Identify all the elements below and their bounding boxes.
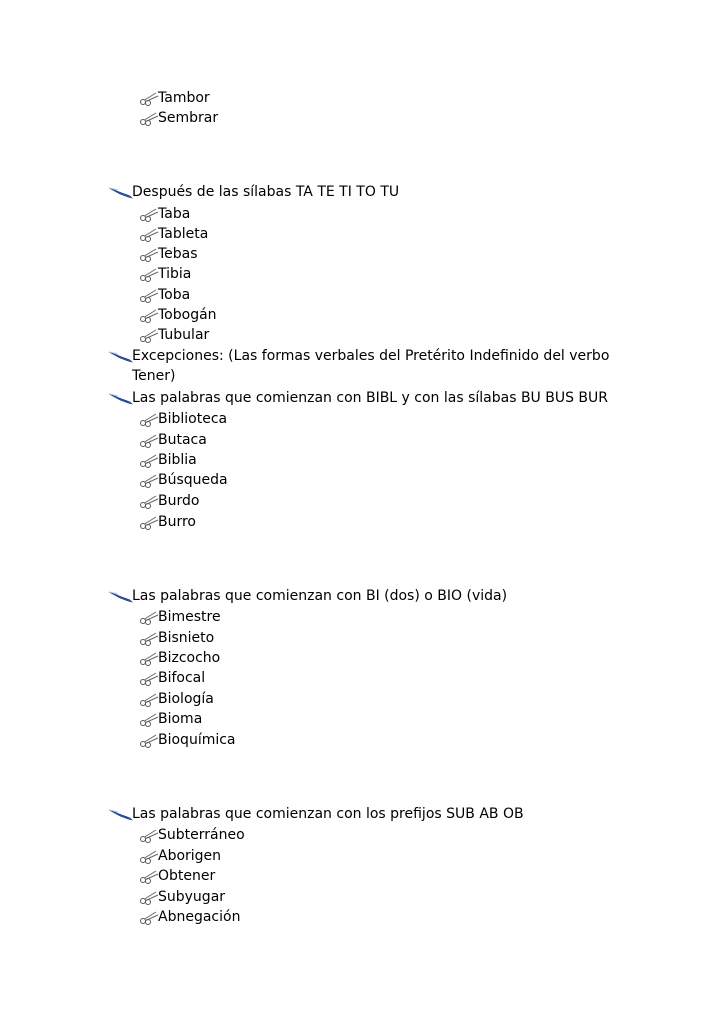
list-item-label: Biología — [158, 691, 214, 707]
list-item-label: Bioma — [158, 711, 203, 727]
section-heading-text: Las palabras que comienzan con BIBL y con las sílabas BU BUS BUR — [132, 390, 609, 406]
list-item-label: Burdo — [158, 493, 200, 509]
scissors-icon — [138, 432, 160, 448]
scissors-icon — [138, 827, 160, 843]
list-item-label: Subyugar — [158, 889, 226, 905]
list-item-label: Obtener — [158, 868, 216, 884]
list-item-label: Sembrar — [158, 110, 219, 126]
scissors-icon — [138, 493, 160, 509]
scissors-icon — [138, 630, 160, 646]
list-item-label: Biblioteca — [158, 411, 228, 427]
section-heading-text: Después de las sílabas TA TE TI TO TU — [132, 184, 400, 200]
list-item-label: Tambor — [158, 90, 210, 106]
list-item-label: Toba — [158, 287, 191, 303]
section-heading-text: Las palabras que comienzan con BI (dos) o BIO (vida) — [132, 588, 508, 604]
list-item-label: Butaca — [158, 432, 207, 448]
scissors-icon — [138, 327, 160, 343]
scissors-icon — [138, 868, 160, 884]
list-item-label: Búsqueda — [158, 472, 228, 488]
scissors-icon — [138, 246, 160, 262]
list-item-label: Bizcocho — [158, 650, 221, 666]
scissors-icon — [138, 411, 160, 427]
scissors-icon — [138, 889, 160, 905]
scissors-icon — [138, 226, 160, 242]
list-item-label: Bisnieto — [158, 630, 215, 646]
list-item-label: Bimestre — [158, 609, 221, 625]
scissors-icon — [138, 206, 160, 222]
list-item-label: Abnegación — [158, 909, 241, 925]
list-item-label: Bifocal — [158, 670, 206, 686]
scissors-icon — [138, 287, 160, 303]
scissors-icon — [138, 307, 160, 323]
scissors-icon — [138, 909, 160, 925]
exceptions-line-2: Tener) — [132, 368, 176, 384]
scissors-icon — [138, 711, 160, 727]
pen-icon — [108, 184, 134, 200]
scissors-icon — [138, 472, 160, 488]
list-item-label: Tubular — [158, 327, 210, 343]
pen-icon — [108, 588, 134, 604]
list-item-label: Tableta — [158, 226, 209, 242]
list-item-label: Taba — [158, 206, 191, 222]
scissors-icon — [138, 609, 160, 625]
exceptions-line-1: Excepciones: (Las formas verbales del Pretérito Indefinido del verbo — [132, 348, 610, 364]
list-item-label: Bioquímica — [158, 732, 236, 748]
scissors-icon — [138, 90, 160, 106]
pen-icon — [108, 806, 134, 822]
scissors-icon — [138, 691, 160, 707]
scissors-icon — [138, 650, 160, 666]
list-item-label: Tebas — [158, 246, 198, 262]
scissors-icon — [138, 732, 160, 748]
list-item-label: Tibia — [158, 266, 192, 282]
list-item-label: Tobogán — [158, 307, 217, 323]
scissors-icon — [138, 514, 160, 530]
scissors-icon — [138, 452, 160, 468]
list-item-label: Aborigen — [158, 848, 222, 864]
list-item-label: Burro — [158, 514, 197, 530]
pen-icon — [108, 390, 134, 406]
scissors-icon — [138, 670, 160, 686]
scissors-icon — [138, 266, 160, 282]
list-item-label: Biblia — [158, 452, 197, 468]
scissors-icon — [138, 110, 160, 126]
scissors-icon — [138, 848, 160, 864]
list-item-label: Subterráneo — [158, 827, 245, 843]
pen-icon — [108, 348, 134, 364]
section-heading-text: Las palabras que comienzan con los prefijos SUB AB OB — [132, 806, 524, 822]
